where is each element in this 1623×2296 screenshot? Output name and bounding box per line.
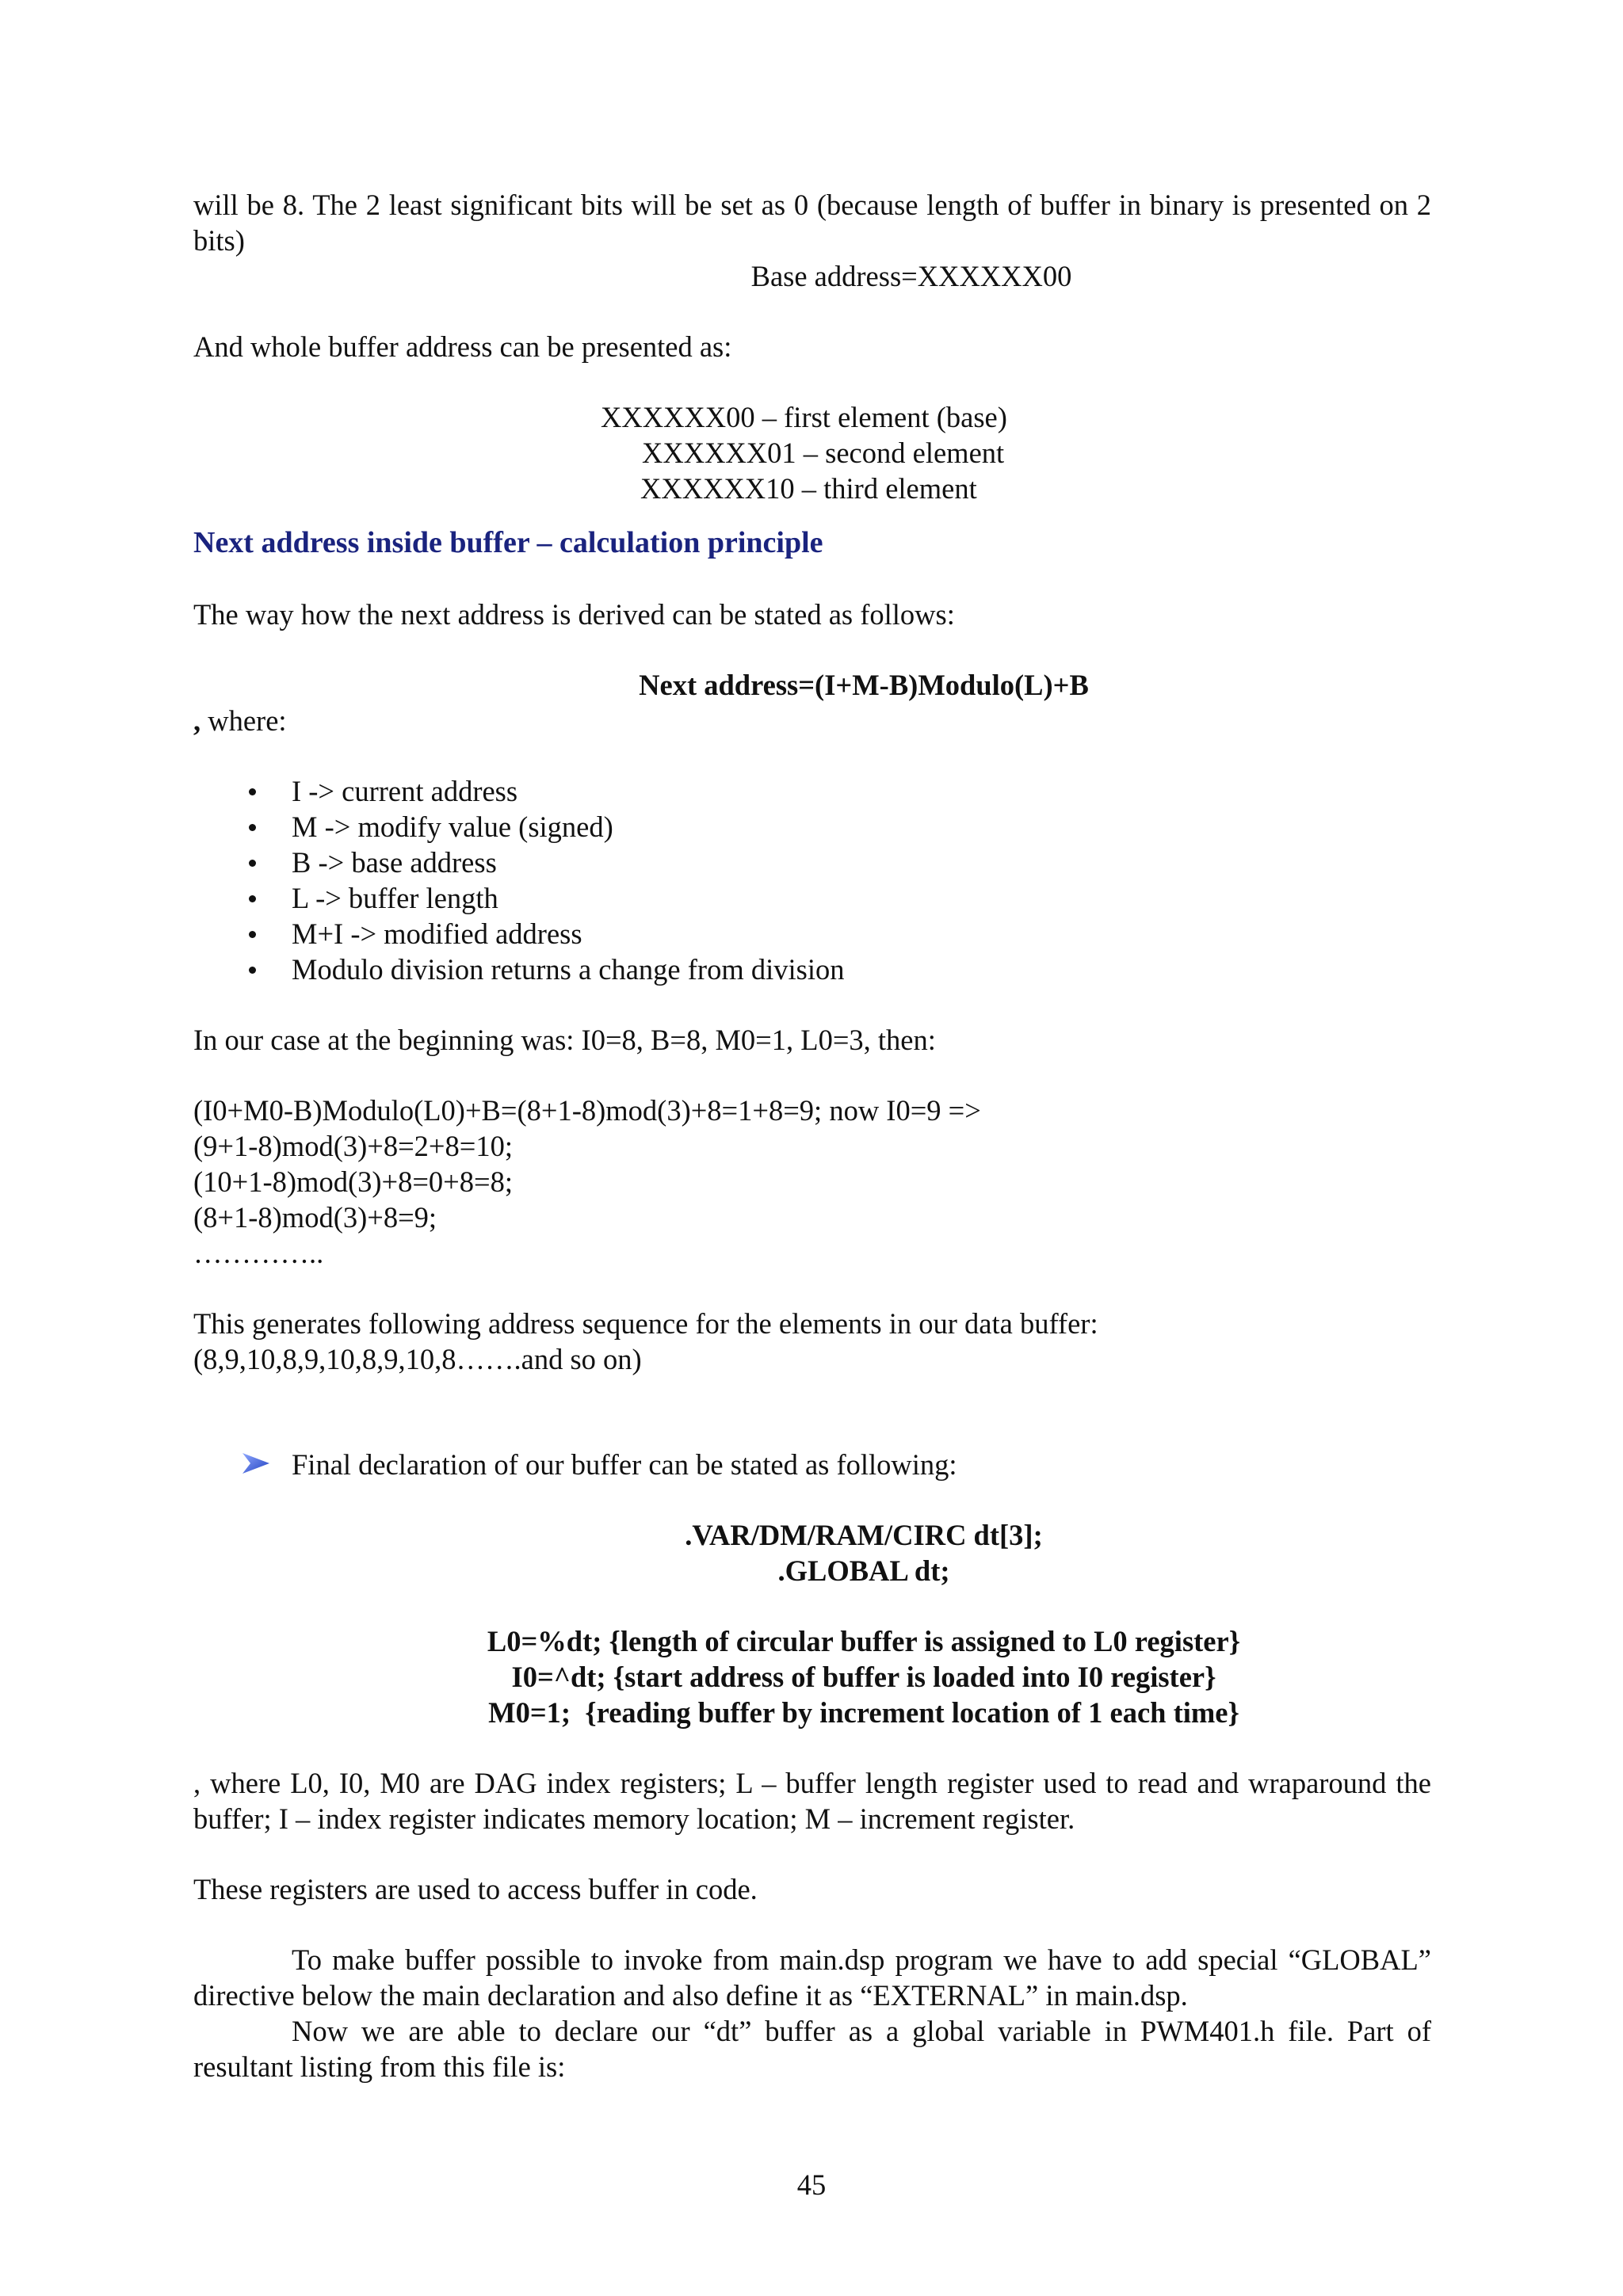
address-line: XXXXXX00 – first element (base) [601,401,1007,433]
code-line: .GLOBAL dt; [777,1554,950,1587]
calculation-line: (9+1-8)mod(3)+8=2+8=10; [193,1130,513,1162]
list-item-text: L -> buffer length [292,882,498,914]
bullet-icon [249,788,256,795]
section-intro: The way how the next address is derived can be stated as follows: [193,598,955,631]
list-item-text: M -> modify value (signed) [292,810,613,843]
list-item-text: B -> base address [292,846,497,879]
bullet-icon [249,824,256,831]
bullet-icon [249,967,256,974]
registers-used-line: These registers are used to access buffer in code. [193,1873,758,1905]
page-content [193,187,1431,2084]
where-paragraph: , where L0, I0, M0 are DAG index registers; L – buffer length register used to read and wraparound the buffer; I – index register indicates memory location; M – increment register. [193,1767,1431,1835]
bullet-icon [249,860,256,867]
list-item-text: Modulo division returns a change from division [292,953,845,986]
calculation-line: (10+1-8)mod(3)+8=0+8=8; [193,1165,513,1198]
list-item [249,880,1431,916]
register-line: I0=^dt; {start address of buffer is loaded into I0 register} [511,1661,1216,1693]
calculation-line: (8+1-8)mod(3)+8=9; [193,1201,437,1234]
list-item [249,809,1431,845]
address-line: XXXXXX10 – third element [640,472,977,505]
list-item [249,952,1431,987]
bullet-icon [249,931,256,938]
calculation-line: (I0+M0-B)Modulo(L0)+B=(8+1-8)mod(3)+8=1+8=9; now I0=9 => [193,1094,981,1127]
address-list [193,399,1431,506]
global-directive-paragraph: To make buffer possible to invoke from main.dsp program we have to add special “GLOBAL” directive below the main declaration and also define it as “EXTERNAL” in main.dsp. [193,1943,1431,2012]
bullet-icon [249,895,256,902]
where-text: where: [200,704,287,737]
register-line: M0=1; {reading buffer by increment location of 1 each time} [488,1696,1239,1729]
definition-list [193,773,1431,987]
base-address-line: Base address=XXXXXX00 [750,260,1072,292]
list-item [249,916,1431,952]
intro-paragraph: will be 8. The 2 least significant bits will be set as 0 (because length of buffer in binary is presented on 2 bits) [193,189,1431,257]
list-item [249,773,1431,809]
list-item [249,845,1431,880]
where-comma: , [193,704,201,737]
section-heading: Next address inside buffer – calculation principle [193,526,823,559]
case-intro: In our case at the beginning was: I0=8, B=8, M0=1, L0=3, then: [193,1024,936,1056]
formula: Next address=(I+M-B)Modulo(L)+B [639,669,1089,701]
declaration-intro-text: Final declaration of our buffer can be stated as following: [292,1448,957,1481]
arrow-bullet-icon [241,1451,271,1475]
calculation-line: ………….. [193,1237,324,1269]
declaration-intro-row [193,1447,1431,1482]
list-item-text: I -> current address [292,775,518,807]
sequence-line: (8,9,10,8,9,10,8,9,10,8…….and so on) [193,1343,642,1375]
code-line: .VAR/DM/RAM/CIRC dt[3]; [685,1519,1043,1551]
list-item-text: M+I -> modified address [292,917,582,950]
page-number: 45 [796,2168,827,2201]
where-label [193,703,1431,738]
global-variable-paragraph: Now we are able to declare our “dt” buffer as a global variable in PWM401.h file. Part of resultant listing from this file is: [193,2015,1431,2083]
address-line: XXXXXX01 – second element [642,437,1005,469]
whole-address-intro: And whole buffer address can be presented as: [193,330,732,363]
register-line: L0=%dt; {length of circular buffer is assigned to L0 register} [487,1625,1241,1657]
sequence-line: This generates following address sequence for the elements in our data buffer: [193,1307,1098,1340]
